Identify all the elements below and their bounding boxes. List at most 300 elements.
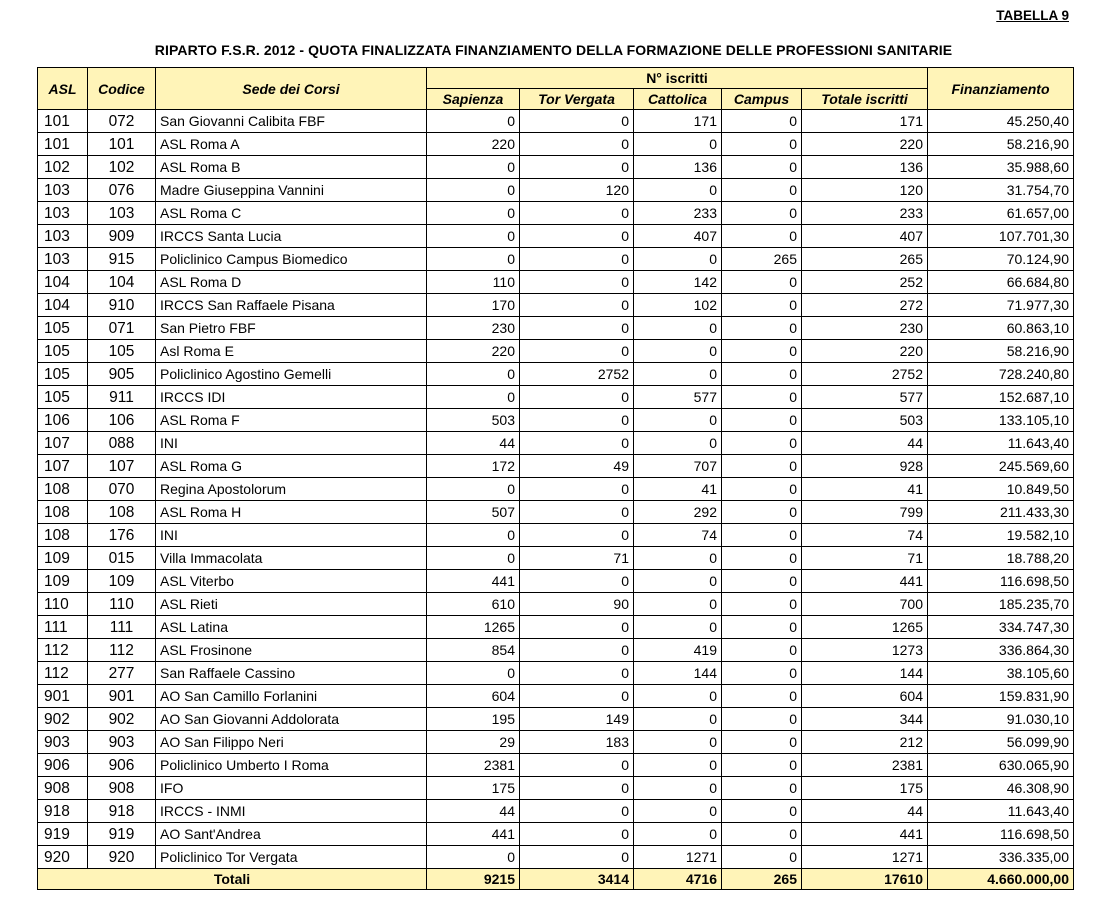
cell-finanziamento: 211.433,30 xyxy=(928,501,1074,524)
cell-finanziamento: 336.864,30 xyxy=(928,639,1074,662)
cell-sede: Villa Immacolata xyxy=(156,547,427,570)
cell-sede: AO Sant'Andrea xyxy=(156,823,427,846)
cell-campus: 0 xyxy=(722,478,802,501)
table-row xyxy=(38,225,1074,248)
cell-finanziamento: 107.701,30 xyxy=(928,225,1074,248)
cell-codice: 071 xyxy=(88,317,156,340)
cell-codice: 104 xyxy=(88,271,156,294)
cell-cattolica: 0 xyxy=(634,708,722,731)
cell-tor-vergata: 0 xyxy=(520,271,634,294)
cell-cattolica: 233 xyxy=(634,202,722,225)
cell-tor-vergata: 0 xyxy=(520,248,634,271)
table-row xyxy=(38,685,1074,708)
cell-campus: 0 xyxy=(722,317,802,340)
cell-sede: INI xyxy=(156,524,427,547)
cell-sapienza: 175 xyxy=(427,777,520,800)
table-row xyxy=(38,616,1074,639)
cell-tor-vergata: 0 xyxy=(520,570,634,593)
cell-totale-iscritti: 44 xyxy=(802,800,928,823)
cell-sapienza: 503 xyxy=(427,409,520,432)
cell-tor-vergata: 0 xyxy=(520,294,634,317)
cell-cattolica: 407 xyxy=(634,225,722,248)
cell-asl: 110 xyxy=(38,593,88,616)
cell-sapienza: 2381 xyxy=(427,754,520,777)
cell-sede: IRCCS - INMI xyxy=(156,800,427,823)
cell-cattolica: 144 xyxy=(634,662,722,685)
cell-totale-iscritti: 41 xyxy=(802,478,928,501)
cell-tor-vergata: 0 xyxy=(520,639,634,662)
cell-asl: 902 xyxy=(38,708,88,731)
cell-asl: 906 xyxy=(38,754,88,777)
cell-codice: 070 xyxy=(88,478,156,501)
cell-finanziamento: 336.335,00 xyxy=(928,846,1074,869)
funding-table xyxy=(37,67,1074,890)
table-row xyxy=(38,386,1074,409)
cell-sede: IRCCS San Raffaele Pisana xyxy=(156,294,427,317)
cell-tor-vergata: 183 xyxy=(520,731,634,754)
cell-totale-iscritti: 265 xyxy=(802,248,928,271)
cell-finanziamento: 70.124,90 xyxy=(928,248,1074,271)
cell-campus: 0 xyxy=(722,708,802,731)
document-title: RIPARTO F.S.R. 2012 - QUOTA FINALIZZATA FINANZIAMENTO DELLA FORMAZIONE DELLE PROFESSIONI SANITARIE xyxy=(154,42,953,58)
cell-finanziamento: 11.643,40 xyxy=(928,800,1074,823)
cell-tor-vergata: 0 xyxy=(520,386,634,409)
cell-codice: 277 xyxy=(88,662,156,685)
cell-campus: 0 xyxy=(722,409,802,432)
cell-codice: 076 xyxy=(88,179,156,202)
cell-sede: IRCCS IDI xyxy=(156,386,427,409)
cell-totale-iscritti: 577 xyxy=(802,386,928,409)
cell-sapienza: 0 xyxy=(427,156,520,179)
cell-campus: 0 xyxy=(722,432,802,455)
cell-codice: 102 xyxy=(88,156,156,179)
header-tor-vergata: Tor Vergata xyxy=(520,89,634,110)
cell-cattolica: 419 xyxy=(634,639,722,662)
cell-finanziamento: 31.754,70 xyxy=(928,179,1074,202)
cell-asl: 105 xyxy=(38,340,88,363)
cell-asl: 105 xyxy=(38,363,88,386)
cell-finanziamento: 60.863,10 xyxy=(928,317,1074,340)
cell-tor-vergata: 71 xyxy=(520,547,634,570)
cell-campus: 0 xyxy=(722,363,802,386)
cell-codice: 106 xyxy=(88,409,156,432)
table-row xyxy=(38,547,1074,570)
cell-campus: 0 xyxy=(722,846,802,869)
cell-finanziamento: 630.065,90 xyxy=(928,754,1074,777)
cell-codice: 909 xyxy=(88,225,156,248)
cell-totale-iscritti: 220 xyxy=(802,133,928,156)
cell-tor-vergata: 0 xyxy=(520,524,634,547)
cell-tor-vergata: 0 xyxy=(520,501,634,524)
cell-cattolica: 0 xyxy=(634,616,722,639)
totals-label: Totali xyxy=(38,869,427,890)
cell-asl: 104 xyxy=(38,271,88,294)
header-sede: Sede dei Corsi xyxy=(156,68,427,110)
cell-tor-vergata: 0 xyxy=(520,800,634,823)
cell-tor-vergata: 0 xyxy=(520,317,634,340)
cell-totale-iscritti: 144 xyxy=(802,662,928,685)
cell-tor-vergata: 0 xyxy=(520,110,634,133)
cell-cattolica: 0 xyxy=(634,317,722,340)
cell-cattolica: 142 xyxy=(634,271,722,294)
cell-campus: 0 xyxy=(722,800,802,823)
cell-cattolica: 0 xyxy=(634,248,722,271)
table-row xyxy=(38,570,1074,593)
cell-codice: 901 xyxy=(88,685,156,708)
cell-campus: 0 xyxy=(722,179,802,202)
cell-asl: 109 xyxy=(38,547,88,570)
cell-sapienza: 0 xyxy=(427,547,520,570)
cell-sapienza: 0 xyxy=(427,524,520,547)
cell-finanziamento: 35.988,60 xyxy=(928,156,1074,179)
cell-campus: 0 xyxy=(722,225,802,248)
cell-finanziamento: 66.684,80 xyxy=(928,271,1074,294)
cell-finanziamento: 91.030,10 xyxy=(928,708,1074,731)
cell-cattolica: 41 xyxy=(634,478,722,501)
cell-codice: 111 xyxy=(88,616,156,639)
cell-finanziamento: 11.643,40 xyxy=(928,432,1074,455)
cell-totale-iscritti: 272 xyxy=(802,294,928,317)
cell-tor-vergata: 120 xyxy=(520,179,634,202)
cell-asl: 105 xyxy=(38,386,88,409)
cell-campus: 0 xyxy=(722,777,802,800)
cell-totale-iscritti: 252 xyxy=(802,271,928,294)
cell-tor-vergata: 90 xyxy=(520,593,634,616)
header-campus: Campus xyxy=(722,89,802,110)
cell-finanziamento: 116.698,50 xyxy=(928,823,1074,846)
cell-campus: 0 xyxy=(722,639,802,662)
cell-codice: 920 xyxy=(88,846,156,869)
cell-asl: 919 xyxy=(38,823,88,846)
cell-codice: 109 xyxy=(88,570,156,593)
cell-finanziamento: 38.105,60 xyxy=(928,662,1074,685)
cell-sapienza: 0 xyxy=(427,662,520,685)
cell-sapienza: 44 xyxy=(427,800,520,823)
cell-campus: 0 xyxy=(722,685,802,708)
cell-campus: 0 xyxy=(722,731,802,754)
cell-codice: 015 xyxy=(88,547,156,570)
total-tor-vergata: 3414 xyxy=(520,869,634,890)
totals-row xyxy=(38,869,1074,890)
cell-cattolica: 0 xyxy=(634,547,722,570)
cell-finanziamento: 10.849,50 xyxy=(928,478,1074,501)
cell-sapienza: 0 xyxy=(427,363,520,386)
cell-finanziamento: 56.099,90 xyxy=(928,731,1074,754)
cell-sede: ASL Latina xyxy=(156,616,427,639)
table-row xyxy=(38,662,1074,685)
table-row xyxy=(38,731,1074,754)
cell-totale-iscritti: 441 xyxy=(802,823,928,846)
cell-sede: ASL Rieti xyxy=(156,593,427,616)
cell-sede: ASL Roma H xyxy=(156,501,427,524)
cell-cattolica: 0 xyxy=(634,363,722,386)
cell-cattolica: 707 xyxy=(634,455,722,478)
cell-finanziamento: 71.977,30 xyxy=(928,294,1074,317)
cell-asl: 108 xyxy=(38,501,88,524)
cell-campus: 0 xyxy=(722,754,802,777)
cell-sede: ASL Frosinone xyxy=(156,639,427,662)
cell-asl: 112 xyxy=(38,662,88,685)
cell-campus: 0 xyxy=(722,823,802,846)
cell-sapienza: 220 xyxy=(427,340,520,363)
cell-sede: ASL Roma F xyxy=(156,409,427,432)
cell-tor-vergata: 0 xyxy=(520,133,634,156)
cell-sede: Regina Apostolorum xyxy=(156,478,427,501)
cell-asl: 903 xyxy=(38,731,88,754)
cell-finanziamento: 185.235,70 xyxy=(928,593,1074,616)
cell-tor-vergata: 0 xyxy=(520,846,634,869)
cell-sapienza: 0 xyxy=(427,202,520,225)
cell-asl: 901 xyxy=(38,685,88,708)
cell-sede: Policlinico Tor Vergata xyxy=(156,846,427,869)
cell-sede: AO San Camillo Forlanini xyxy=(156,685,427,708)
cell-tor-vergata: 0 xyxy=(520,823,634,846)
cell-finanziamento: 159.831,90 xyxy=(928,685,1074,708)
cell-codice: 910 xyxy=(88,294,156,317)
cell-codice: 176 xyxy=(88,524,156,547)
cell-asl: 103 xyxy=(38,202,88,225)
cell-totale-iscritti: 928 xyxy=(802,455,928,478)
cell-sede: ASL Roma D xyxy=(156,271,427,294)
total-campus: 265 xyxy=(722,869,802,890)
cell-campus: 0 xyxy=(722,524,802,547)
cell-totale-iscritti: 233 xyxy=(802,202,928,225)
table-row xyxy=(38,754,1074,777)
cell-codice: 919 xyxy=(88,823,156,846)
cell-asl: 918 xyxy=(38,800,88,823)
table-row xyxy=(38,478,1074,501)
cell-cattolica: 1271 xyxy=(634,846,722,869)
cell-cattolica: 0 xyxy=(634,685,722,708)
cell-finanziamento: 334.747,30 xyxy=(928,616,1074,639)
header-cattolica: Cattolica xyxy=(634,89,722,110)
cell-sede: AO San Filippo Neri xyxy=(156,731,427,754)
cell-sede: AO San Giovanni Addolorata xyxy=(156,708,427,731)
cell-campus: 0 xyxy=(722,340,802,363)
cell-sapienza: 0 xyxy=(427,225,520,248)
cell-totale-iscritti: 407 xyxy=(802,225,928,248)
table-row xyxy=(38,823,1074,846)
cell-cattolica: 171 xyxy=(634,110,722,133)
cell-finanziamento: 728.240,80 xyxy=(928,363,1074,386)
cell-tor-vergata: 0 xyxy=(520,662,634,685)
cell-sede: IFO xyxy=(156,777,427,800)
table-number-label: TABELLA 9 xyxy=(996,8,1069,23)
table-row xyxy=(38,501,1074,524)
total-totale-iscritti: 17610 xyxy=(802,869,928,890)
cell-codice: 101 xyxy=(88,133,156,156)
cell-campus: 0 xyxy=(722,294,802,317)
cell-sapienza: 29 xyxy=(427,731,520,754)
cell-cattolica: 0 xyxy=(634,593,722,616)
cell-totale-iscritti: 2752 xyxy=(802,363,928,386)
table-row xyxy=(38,271,1074,294)
cell-sapienza: 230 xyxy=(427,317,520,340)
cell-campus: 0 xyxy=(722,156,802,179)
cell-campus: 0 xyxy=(722,271,802,294)
cell-codice: 905 xyxy=(88,363,156,386)
cell-tor-vergata: 0 xyxy=(520,478,634,501)
table-row xyxy=(38,777,1074,800)
cell-campus: 0 xyxy=(722,593,802,616)
cell-sapienza: 172 xyxy=(427,455,520,478)
cell-asl: 102 xyxy=(38,156,88,179)
cell-asl: 101 xyxy=(38,110,88,133)
table-row xyxy=(38,455,1074,478)
table-row xyxy=(38,409,1074,432)
cell-sapienza: 110 xyxy=(427,271,520,294)
cell-sede: Policlinico Agostino Gemelli xyxy=(156,363,427,386)
cell-campus: 0 xyxy=(722,110,802,133)
cell-totale-iscritti: 230 xyxy=(802,317,928,340)
cell-codice: 110 xyxy=(88,593,156,616)
cell-finanziamento: 152.687,10 xyxy=(928,386,1074,409)
cell-totale-iscritti: 120 xyxy=(802,179,928,202)
cell-sede: ASL Roma B xyxy=(156,156,427,179)
cell-campus: 0 xyxy=(722,133,802,156)
cell-campus: 0 xyxy=(722,386,802,409)
table-row xyxy=(38,639,1074,662)
cell-sede: Policlinico Campus Biomedico xyxy=(156,248,427,271)
cell-sapienza: 604 xyxy=(427,685,520,708)
cell-codice: 906 xyxy=(88,754,156,777)
cell-codice: 918 xyxy=(88,800,156,823)
table-row xyxy=(38,179,1074,202)
cell-finanziamento: 133.105,10 xyxy=(928,409,1074,432)
cell-codice: 108 xyxy=(88,501,156,524)
total-finanziamento: 4.660.000,00 xyxy=(928,869,1074,890)
table-row xyxy=(38,248,1074,271)
table-row xyxy=(38,317,1074,340)
cell-tor-vergata: 2752 xyxy=(520,363,634,386)
cell-asl: 108 xyxy=(38,524,88,547)
cell-codice: 105 xyxy=(88,340,156,363)
header-asl: ASL xyxy=(38,68,88,110)
table-row xyxy=(38,340,1074,363)
cell-sede: ASL Viterbo xyxy=(156,570,427,593)
cell-cattolica: 0 xyxy=(634,823,722,846)
cell-sapienza: 0 xyxy=(427,478,520,501)
cell-totale-iscritti: 220 xyxy=(802,340,928,363)
cell-cattolica: 102 xyxy=(634,294,722,317)
cell-asl: 108 xyxy=(38,478,88,501)
cell-asl: 103 xyxy=(38,225,88,248)
cell-campus: 0 xyxy=(722,547,802,570)
cell-codice: 902 xyxy=(88,708,156,731)
cell-sapienza: 0 xyxy=(427,248,520,271)
cell-asl: 103 xyxy=(38,179,88,202)
cell-campus: 0 xyxy=(722,202,802,225)
cell-codice: 088 xyxy=(88,432,156,455)
cell-campus: 265 xyxy=(722,248,802,271)
cell-cattolica: 0 xyxy=(634,754,722,777)
cell-asl: 103 xyxy=(38,248,88,271)
cell-codice: 103 xyxy=(88,202,156,225)
cell-finanziamento: 245.569,60 xyxy=(928,455,1074,478)
cell-totale-iscritti: 344 xyxy=(802,708,928,731)
cell-totale-iscritti: 604 xyxy=(802,685,928,708)
cell-asl: 106 xyxy=(38,409,88,432)
cell-sede: Asl Roma E xyxy=(156,340,427,363)
cell-sede: San Raffaele Cassino xyxy=(156,662,427,685)
cell-cattolica: 292 xyxy=(634,501,722,524)
cell-cattolica: 0 xyxy=(634,800,722,823)
cell-cattolica: 136 xyxy=(634,156,722,179)
table-row xyxy=(38,133,1074,156)
cell-totale-iscritti: 700 xyxy=(802,593,928,616)
cell-cattolica: 0 xyxy=(634,409,722,432)
cell-cattolica: 0 xyxy=(634,432,722,455)
cell-codice: 915 xyxy=(88,248,156,271)
cell-sede: ASL Roma G xyxy=(156,455,427,478)
cell-sede: ASL Roma A xyxy=(156,133,427,156)
cell-asl: 104 xyxy=(38,294,88,317)
cell-totale-iscritti: 71 xyxy=(802,547,928,570)
cell-tor-vergata: 49 xyxy=(520,455,634,478)
table-row xyxy=(38,110,1074,133)
cell-sapienza: 610 xyxy=(427,593,520,616)
cell-cattolica: 0 xyxy=(634,133,722,156)
table-row xyxy=(38,524,1074,547)
cell-finanziamento: 45.250,40 xyxy=(928,110,1074,133)
cell-asl: 105 xyxy=(38,317,88,340)
cell-codice: 112 xyxy=(88,639,156,662)
cell-cattolica: 0 xyxy=(634,570,722,593)
cell-totale-iscritti: 503 xyxy=(802,409,928,432)
cell-codice: 908 xyxy=(88,777,156,800)
cell-cattolica: 0 xyxy=(634,340,722,363)
cell-sede: San Pietro FBF xyxy=(156,317,427,340)
cell-tor-vergata: 0 xyxy=(520,432,634,455)
cell-finanziamento: 19.582,10 xyxy=(928,524,1074,547)
cell-tor-vergata: 0 xyxy=(520,202,634,225)
table-row xyxy=(38,708,1074,731)
cell-tor-vergata: 0 xyxy=(520,685,634,708)
cell-sede: Policlinico Umberto I Roma xyxy=(156,754,427,777)
cell-tor-vergata: 0 xyxy=(520,225,634,248)
cell-cattolica: 0 xyxy=(634,731,722,754)
cell-finanziamento: 46.308,90 xyxy=(928,777,1074,800)
cell-sede: INI xyxy=(156,432,427,455)
cell-totale-iscritti: 2381 xyxy=(802,754,928,777)
cell-asl: 107 xyxy=(38,455,88,478)
header-totale-iscritti: Totale iscritti xyxy=(802,89,928,110)
header-sapienza: Sapienza xyxy=(427,89,520,110)
cell-asl: 112 xyxy=(38,639,88,662)
cell-finanziamento: 61.657,00 xyxy=(928,202,1074,225)
cell-campus: 0 xyxy=(722,455,802,478)
cell-sapienza: 220 xyxy=(427,133,520,156)
table-row xyxy=(38,294,1074,317)
cell-campus: 0 xyxy=(722,616,802,639)
cell-sapienza: 44 xyxy=(427,432,520,455)
table-row xyxy=(38,846,1074,869)
cell-sede: IRCCS Santa Lucia xyxy=(156,225,427,248)
cell-campus: 0 xyxy=(722,662,802,685)
cell-campus: 0 xyxy=(722,501,802,524)
table-row xyxy=(38,363,1074,386)
cell-sede: San Giovanni Calibita FBF xyxy=(156,110,427,133)
cell-tor-vergata: 149 xyxy=(520,708,634,731)
cell-totale-iscritti: 175 xyxy=(802,777,928,800)
cell-asl: 920 xyxy=(38,846,88,869)
cell-sede: Madre Giuseppina Vannini xyxy=(156,179,427,202)
cell-cattolica: 74 xyxy=(634,524,722,547)
cell-finanziamento: 116.698,50 xyxy=(928,570,1074,593)
table-row xyxy=(38,432,1074,455)
table-body xyxy=(38,110,1074,869)
cell-sapienza: 854 xyxy=(427,639,520,662)
